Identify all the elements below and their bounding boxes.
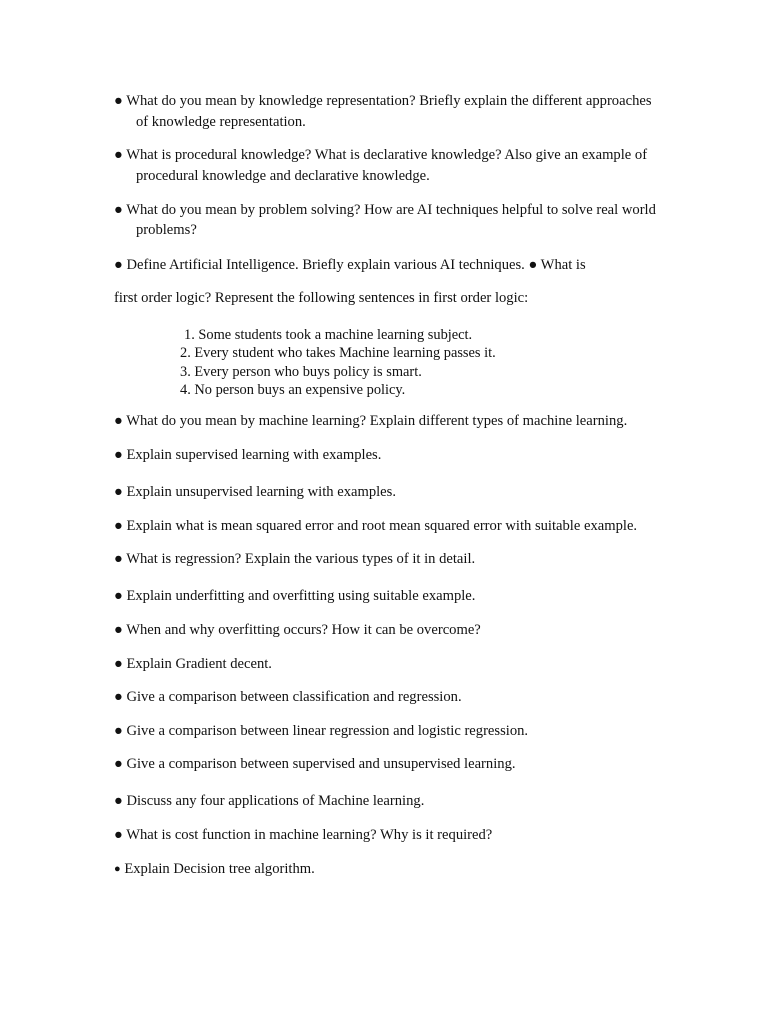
fol-sentence-2: 2. Every student who takes Machine learning passes it. <box>180 345 496 361</box>
question-5-line-1: first order logic? Represent the following sentences in first order logic: <box>114 290 529 306</box>
question-unsupervised-learning: ● Explain unsupervised learning with examples. <box>114 484 396 500</box>
question-underfitting-overfitting: ● Explain underfitting and overfitting using suitable example. <box>114 588 476 604</box>
question-overfitting-causes: ● When and why overfitting occurs? How it can be overcome? <box>114 622 481 638</box>
question-3-line-1: ● What do you mean by problem solving? How are AI techniques helpful to solve real world <box>114 202 656 218</box>
fol-sentence-1: 1. Some students took a machine learning subject. <box>184 327 473 343</box>
question-supervised-learning: ● Explain supervised learning with examples. <box>114 447 382 463</box>
question-4-line-1: ● Define Artificial Intelligence. Briefly explain various AI techniques. ● What is <box>114 257 586 273</box>
question-decision-tree <box>114 859 315 880</box>
fol-sentence-4: 4. No person buys an expensive policy. <box>180 382 406 398</box>
question-ml-applications: ● Discuss any four applications of Machine learning. <box>114 793 425 809</box>
question-machine-learning: ● What do you mean by machine learning? Explain different types of machine learning. <box>114 413 628 429</box>
question-decision-tree-text: Explain Decision tree algorithm. <box>124 861 315 877</box>
question-2-line-2: procedural knowledge and declarative knowledge. <box>136 168 430 184</box>
fol-sentence-3: 3. Every person who buys policy is smart. <box>180 364 422 380</box>
bullet-icon: ● <box>114 863 121 875</box>
question-gradient-descent: ● Explain Gradient decent. <box>114 656 272 672</box>
question-3-line-2: problems? <box>136 222 197 238</box>
question-cost-function: ● What is cost function in machine learning? Why is it required? <box>114 827 493 843</box>
question-linear-vs-logistic: ● Give a comparison between linear regression and logistic regression. <box>114 723 529 739</box>
question-1-line-2: of knowledge representation. <box>136 114 306 130</box>
question-2-line-1: ● What is procedural knowledge? What is declarative knowledge? Also give an example of <box>114 147 648 163</box>
question-regression: ● What is regression? Explain the various types of it in detail. <box>114 551 476 567</box>
question-mse-rmse: ● Explain what is mean squared error and root mean squared error with suitable example. <box>114 518 638 534</box>
question-1-line-1: ● What do you mean by knowledge representation? Briefly explain the different approaches <box>114 93 652 109</box>
question-classification-vs-regression: ● Give a comparison between classification and regression. <box>114 689 462 705</box>
question-supervised-vs-unsupervised: ● Give a comparison between supervised and unsupervised learning. <box>114 756 516 772</box>
